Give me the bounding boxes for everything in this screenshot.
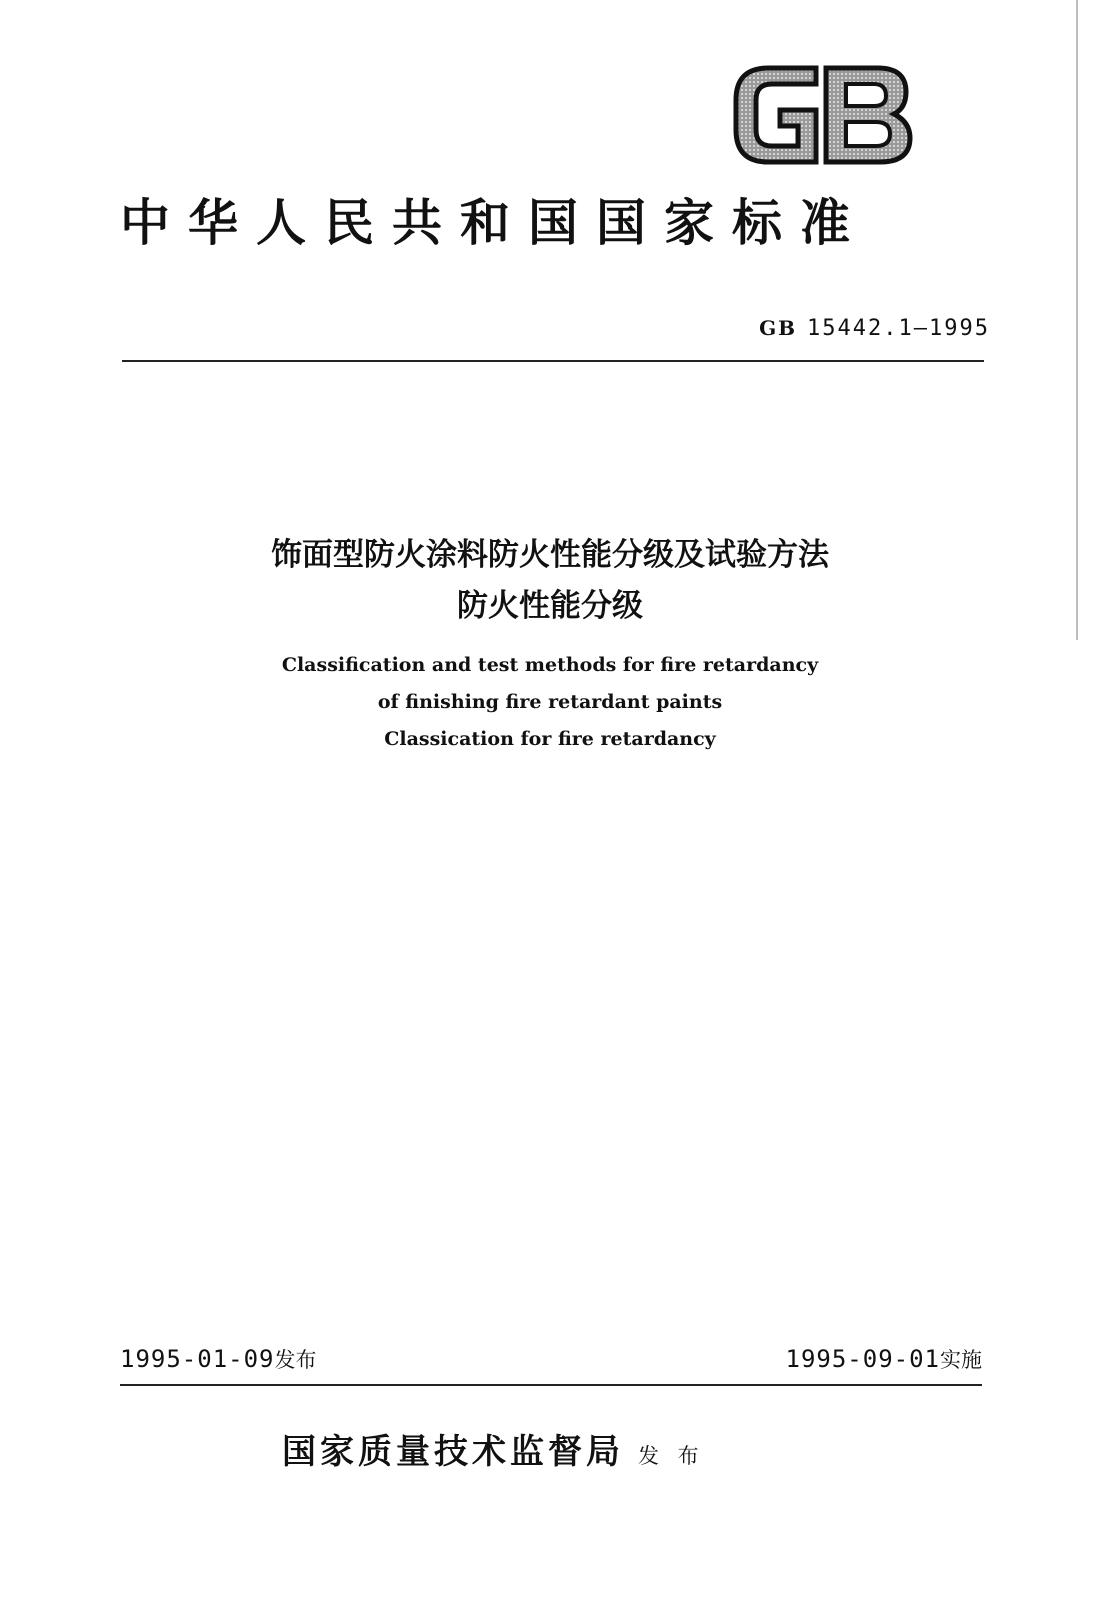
gb-standard-logo-icon — [728, 60, 914, 170]
implementation-date-value: 1995-09-01 — [785, 1345, 940, 1373]
publisher-organization: 国家质量技术监督局 — [282, 1432, 624, 1472]
chinese-title-line-1: 饰面型防火涂料防火性能分级及试验方法 — [271, 537, 829, 573]
english-title-line-3: Classication for fire retardancy — [384, 728, 716, 750]
english-title-line-1: Classification and test methods for fire retardancy — [281, 654, 819, 676]
standard-number — [759, 316, 990, 341]
standard-prefix: GB — [759, 316, 798, 340]
issue-date-value: 1995-01-09 — [120, 1345, 275, 1373]
issue-date-label: 发布 — [274, 1348, 317, 1372]
standard-code: 15442.1—1995 — [807, 316, 990, 341]
footer-rule — [120, 1384, 982, 1386]
publisher-action: 发 布 — [638, 1444, 705, 1468]
publisher — [282, 1424, 705, 1473]
implementation-date — [786, 1344, 983, 1374]
chinese-title-line-2: 防火性能分级 — [457, 588, 643, 624]
issue-date — [120, 1344, 317, 1374]
header-rule — [122, 360, 984, 362]
implementation-date-label: 实施 — [940, 1348, 982, 1372]
english-title-line-2: of finishing fire retardant paints — [377, 691, 723, 713]
country-standard-title: 中华人民共和国国家标准 — [120, 193, 868, 252]
